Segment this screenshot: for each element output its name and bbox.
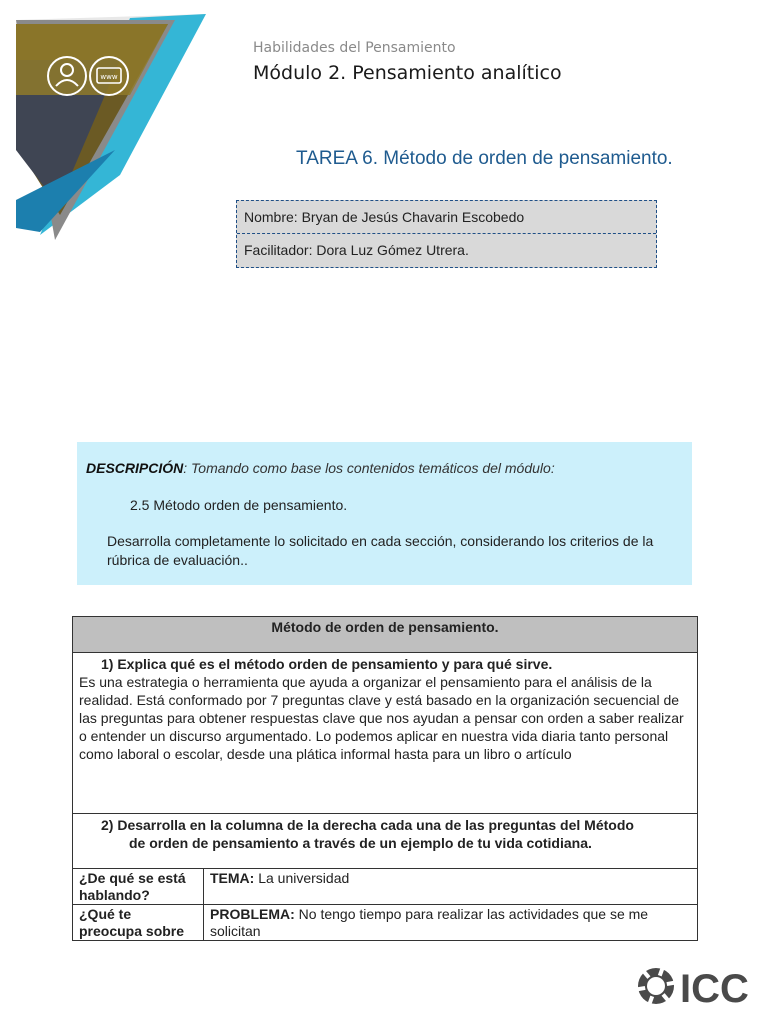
svg-text:ICC: ICC xyxy=(680,967,749,1008)
description-topic: 2.5 Método orden de pensamiento. xyxy=(130,497,348,513)
row-answer-value: No tengo tiempo para realizar las actividades que se me solicitan xyxy=(210,906,649,939)
question-2-cell xyxy=(73,814,698,869)
table-header: Método de orden de pensamiento. xyxy=(73,617,698,653)
description-box xyxy=(77,442,692,585)
header-logo-graphic xyxy=(0,0,220,250)
icc-logo-icon xyxy=(636,964,754,1008)
task-title: TAREA 6. Método de orden de pensamiento. xyxy=(296,148,673,169)
question-2-title-line2: de orden de pensamiento a través de un ejemplo de tu vida cotidiana. xyxy=(129,835,592,851)
question-2-title-line1: 2) Desarrolla en la columna de la derecha cada una de las preguntas del Método xyxy=(101,817,634,833)
description-label: DESCRIPCIÓN xyxy=(86,460,184,476)
row-answer-label: PROBLEMA: xyxy=(210,906,295,922)
row-answer xyxy=(204,869,698,905)
description-intro xyxy=(86,460,555,476)
student-name: Nombre: Bryan de Jesús Chavarin Escobedo xyxy=(244,209,525,225)
facilitator-name: Facilitador: Dora Luz Gómez Utrera. xyxy=(237,233,656,266)
question-1-answer: Es una estrategia o herramienta que ayuda a organizar el pensamiento para el análisis de la realidad. Está conformado por 7 preguntas clave y está basado en la organización secuencial de las preguntas para obtener respuestas clave que nos ayudan a pensar con orden a saber realizar o entender un discurso argumentado. Lo podemos aplicar en nuestra vida diaria tanto personal como laboral o escolar, desde una plática informal hasta para un libro o artículo xyxy=(79,674,684,762)
row-answer xyxy=(204,905,698,941)
row-answer-label: TEMA: xyxy=(210,870,255,886)
icc-logo xyxy=(636,964,754,1008)
course-title: Habilidades del Pensamiento xyxy=(253,40,456,56)
question-1-cell xyxy=(73,653,698,814)
table-row xyxy=(73,905,698,941)
module-title: Módulo 2. Pensamiento analítico xyxy=(253,62,562,84)
description-intro-text: : Tomando como base los contenidos temáticos del módulo: xyxy=(183,460,555,476)
row-question: ¿Qué te preocupa sobre xyxy=(73,905,204,941)
student-info-box xyxy=(236,200,657,268)
row-question: ¿De qué se está hablando? xyxy=(73,869,204,905)
question-1-title: 1) Explica qué es el método orden de pensamiento y para qué sirve. xyxy=(101,656,553,672)
method-table xyxy=(72,616,698,941)
table-row xyxy=(73,869,698,905)
row-answer-value: La universidad xyxy=(254,870,350,886)
description-instruction: Desarrolla completamente lo solicitado en cada sección, considerando los criterios de la rúbrica de evaluación.. xyxy=(107,533,654,568)
svg-text:www: www xyxy=(100,73,118,81)
